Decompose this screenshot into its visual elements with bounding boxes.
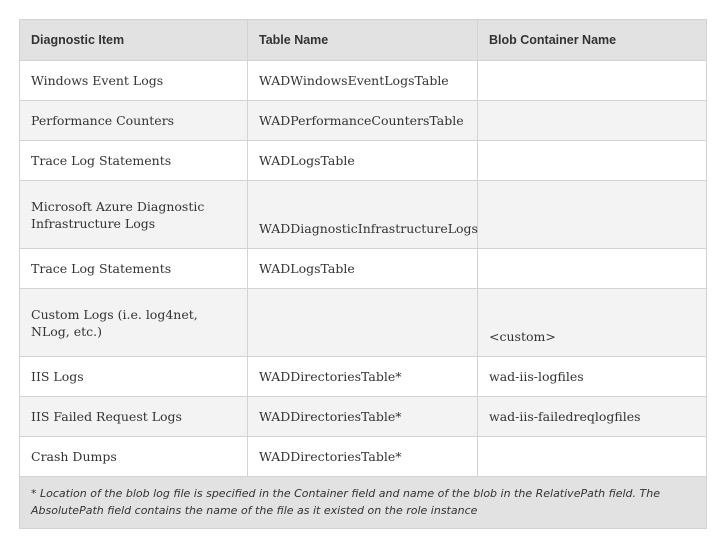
- cell-blob-container: [478, 101, 707, 141]
- cell-blob-container: wad-iis-failedreqlogfiles: [478, 397, 707, 437]
- table-row: [20, 357, 707, 397]
- cell-blob-container: <custom>: [478, 289, 707, 357]
- cell-diagnostic-item: Trace Log Statements: [20, 141, 248, 181]
- cell-blob-container: [478, 249, 707, 289]
- cell-table-name: WADDiagnosticInfrastructureLogs: [248, 181, 478, 249]
- cell-diagnostic-item: Performance Counters: [20, 101, 248, 141]
- cell-table-name: [248, 289, 478, 357]
- cell-blob-container: [478, 141, 707, 181]
- header-diagnostic-item: Diagnostic Item: [20, 20, 248, 61]
- table-row: [20, 289, 707, 357]
- cell-blob-container: wad-iis-logfiles: [478, 357, 707, 397]
- cell-diagnostic-item: Trace Log Statements: [20, 249, 248, 289]
- table-body: [20, 61, 707, 477]
- table-row: [20, 101, 707, 141]
- table-row: [20, 141, 707, 181]
- cell-table-name: WADLogsTable: [248, 141, 478, 181]
- header-row: [20, 20, 707, 61]
- table-row: [20, 181, 707, 249]
- cell-diagnostic-item: Crash Dumps: [20, 437, 248, 477]
- cell-diagnostic-item: Microsoft Azure Diagnostic Infrastructure Logs: [20, 181, 248, 249]
- cell-table-name: WADPerformanceCountersTable: [248, 101, 478, 141]
- cell-blob-container: [478, 437, 707, 477]
- cell-table-name: WADDirectoriesTable*: [248, 357, 478, 397]
- cell-table-name: WADDirectoriesTable*: [248, 437, 478, 477]
- diagnostics-table-container: [19, 19, 706, 529]
- cell-blob-container: [478, 181, 707, 249]
- footnote-row: [20, 477, 707, 529]
- cell-table-name: WADLogsTable: [248, 249, 478, 289]
- footnote: * Location of the blob log file is specified in the Container field and name of the blob in the RelativePath field. The AbsolutePath field contains the name of the file as it existed on the role instance: [20, 477, 707, 529]
- cell-diagnostic-item: IIS Failed Request Logs: [20, 397, 248, 437]
- cell-blob-container: [478, 61, 707, 101]
- cell-diagnostic-item: Windows Event Logs: [20, 61, 248, 101]
- table-row: [20, 249, 707, 289]
- table-row: [20, 397, 707, 437]
- cell-table-name: WADDirectoriesTable*: [248, 397, 478, 437]
- cell-table-name: WADWindowsEventLogsTable: [248, 61, 478, 101]
- table-header: [20, 20, 707, 61]
- table-row: [20, 437, 707, 477]
- cell-diagnostic-item: IIS Logs: [20, 357, 248, 397]
- header-table-name: Table Name: [248, 20, 478, 61]
- table-footer: [20, 477, 707, 529]
- table-row: [20, 61, 707, 101]
- diagnostics-table: [19, 19, 707, 529]
- cell-diagnostic-item: Custom Logs (i.e. log4net, NLog, etc.): [20, 289, 248, 357]
- header-blob-container-name: Blob Container Name: [478, 20, 707, 61]
